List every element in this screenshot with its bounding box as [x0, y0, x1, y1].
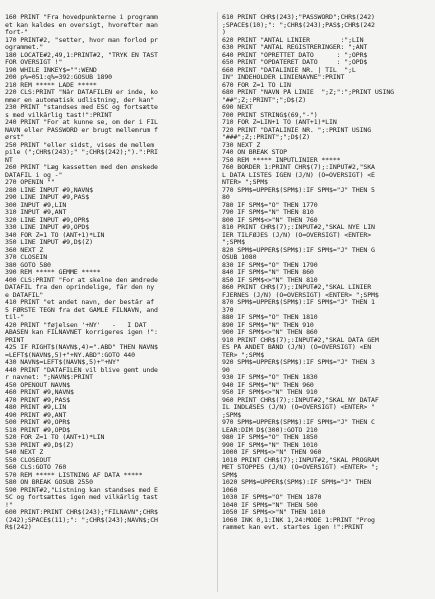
code-line: IN" INDEHOLDER LINIENAVNE":PRINT — [222, 74, 345, 81]
code-line: 530 PRINT #9,D$(Z) — [5, 441, 74, 449]
code-line: 920 SPM$=UPPER$(SPM$):IF SPM$="J" THEN 3 — [222, 359, 375, 366]
code-line: 500 PRINT #9,OPR$ — [5, 419, 70, 426]
code-line: 5 FØRSTE TEGN fra det GAMLE FILNAVN, and — [5, 306, 158, 314]
code-line: til-" — [5, 314, 25, 321]
code-line: 1050 IF SPM$<>"N" THEN 1010 — [222, 509, 326, 516]
code-line: 230 PRINT "standses med ESC og fortsætte — [5, 104, 158, 111]
code-line: 310 INPUT #9,ANT — [5, 209, 67, 216]
code-line: 340 FOR Z=1 TO (ANT+1)*LIN — [5, 231, 105, 239]
code-line: =LEFT$(NAVN$,5)+"+NY.ABD":GOTO 440 — [5, 351, 135, 359]
code-line: 830 IF SPM$="O" THEN 1790 — [222, 261, 318, 269]
code-line: ;SPM$ — [222, 411, 242, 419]
code-line: 260 PRINT "Læg kassetten med den ønskede — [5, 164, 158, 171]
code-line: 630 PRINT "ANTAL REGISTRERINGER: ";ANT — [222, 44, 368, 51]
column-divider — [217, 12, 218, 592]
code-line: 1060 INK 0,1:INK 1,24:MODE 1:PRINT "Prog — [222, 516, 375, 524]
code-line: 1000 IF SPM$<>"N" THEN 960 — [222, 449, 322, 456]
code-line: !" — [5, 501, 13, 509]
code-line: et kan kaldes en oversigt, hvorefter man — [5, 21, 158, 29]
code-line: 770 SPM$=UPPER$(SPM$):IF SPM$="J" THEN 5 — [222, 186, 375, 194]
code-line: 820 SPM$=UPPER$(SPM$):IF SPM$="J" THEN G — [222, 246, 375, 254]
listing-right-column — [222, 14, 432, 532]
code-line: 300 INPUT #9,LIN — [5, 201, 67, 209]
code-line: 720 PRINT "DATALINIE NR. ";:PRINT USING — [222, 126, 372, 134]
code-line: ) — [222, 29, 226, 36]
code-line: 800 IF SPM$<>"N" THEN 760 — [222, 216, 318, 224]
code-line: 510 PRINT #9,OPD$ — [5, 426, 70, 434]
code-line: e DATAFIL" — [5, 291, 44, 299]
code-line: 490 PRINT #9,ANT — [5, 411, 67, 419]
code-line: r navnet: ";NAVN$:PRINT — [5, 374, 93, 381]
code-line: DATAFIL i og -" — [5, 171, 63, 179]
code-line: 1040 IF SPM$="N" THEN 500 — [222, 501, 318, 509]
code-line: 480 PRINT #9,LIN — [5, 404, 67, 411]
code-line: ;SPACE$(10);": ";CHR$(243);PAS$;CHR$(242 — [222, 21, 375, 29]
code-line: 900 IF SPM$<>"N" THEN 860 — [222, 329, 318, 336]
code-line: SC og fortsættes igen med vilkårlig tast — [5, 494, 158, 501]
code-line: 860 PRINT CHR$(7);:INPUT#2,"SKAL LINIER — [222, 284, 372, 291]
code-line: 160 PRINT "Fra hovedpunkterne i programm — [5, 14, 158, 21]
code-line: rammet kan evt. startes igen !":PRINT — [222, 524, 364, 531]
code-line: 270 OPENIN "" — [5, 179, 55, 186]
code-line: 80 — [222, 194, 230, 201]
code-line: 740 ON BREAK STOP — [222, 149, 287, 156]
code-line: 370 CLOSEIN — [5, 254, 48, 261]
code-line: 710 FOR Z=LIN+1 TO (ANT+1)*LIN — [222, 119, 337, 126]
code-line: 590 PRINT#2,"Listning kan standses med E — [5, 486, 158, 494]
code-line: 460 PRINT #9,NAVN$ — [5, 389, 74, 396]
code-line: 980 IF SPM$="O" THEN 1850 — [222, 434, 318, 441]
code-line: pile (";CHR$(243);" ";CHR$(242);").":PRI — [5, 149, 158, 156]
code-line: SPM$ — [222, 471, 238, 479]
code-line: MET STOPPES (J/N) (O=OVERSIGT) <ENTER> "; — [222, 464, 379, 471]
code-line: 1060 — [222, 486, 238, 494]
code-line: 220 CLS:PRINT "Når DATAFILEN er inde, ko — [5, 89, 158, 96]
code-line: FOR OVERSIGT !" — [5, 59, 63, 66]
code-line: LEAR:DIM D$(300):GOTO 210 — [222, 426, 318, 434]
code-line: 600 PRINT:PRINT CHR$(243);"FILNAVN";CHR$ — [5, 509, 158, 516]
code-line: L DATA LISTES IGEN (J/N) (O=OVERSIGT) <E — [222, 171, 375, 179]
code-line: 1020 SPM$=UPPER$(SPM$):IF SPM$="J" THEN — [222, 479, 372, 486]
code-line: ørst" — [5, 134, 25, 141]
code-line: R$(242) — [5, 524, 32, 531]
code-line: 470 PRINT #9,PAS$ — [5, 396, 70, 404]
code-line: ogrammet." — [5, 44, 44, 51]
code-line: 400 CLS:PRINT "For at skelne den ændrede — [5, 276, 158, 284]
code-line: s med vilkårlig tast!":PRINT — [5, 111, 113, 119]
code-line: 610 PRINT CHR$(243);"PASSWORD";CHR$(242) — [222, 14, 375, 21]
code-line: (242);SPACE$(11);": ";CHR$(243);NAVN$;CH — [5, 516, 158, 524]
code-line: IL INDLÆSES (J/N) (O=OVERSIGT) <ENTER> " — [222, 404, 375, 411]
code-line: 640 PRINT "OPRETTET DATO : ";OPR$ — [222, 51, 368, 59]
code-line: 410 PRINT "et andet navn, der består af — [5, 299, 155, 306]
code-line: 540 NEXT Z — [5, 449, 44, 456]
code-line: 730 NEXT Z — [222, 141, 261, 149]
code-line: mmer en automatisk udlistning, der kan" — [5, 96, 155, 104]
code-line: NT — [5, 156, 13, 164]
code-line: 910 PRINT CHR$(7);:INPUT#2,"SKAL DATA GEM — [222, 336, 379, 344]
code-line: 660 PRINT "DATALINIE NR. | TIL ";L — [222, 66, 356, 74]
code-line: PRINT — [5, 336, 25, 344]
code-line: 880 IF SPM$="O" THEN 1810 — [222, 314, 318, 321]
code-line: 890 IF SPM$="N" THEN 910 — [222, 321, 314, 329]
code-line: fort-" — [5, 29, 28, 36]
code-line: 780 IF SPM$="O" THEN 1770 — [222, 201, 318, 209]
code-line: 360 NEXT Z — [5, 246, 44, 254]
code-line: 370 — [222, 306, 234, 314]
code-line: FJERNES (J/N) (O=OVERSIGT) <ENTER> ";SPM$ — [222, 291, 379, 299]
code-line: ES PÅ ANDET BÅND (J/N) (O=OVERSIGT) <EN — [222, 344, 372, 351]
code-line: DATAFIL fra den oprindelige, får den ny — [5, 284, 155, 291]
code-line: 930 IF SPM$="O" THEN 1830 — [222, 374, 318, 381]
code-line: 790 IF SPM$="N" THEN 810 — [222, 209, 314, 216]
code-line: 680 PRINT "NAVN PÅ LINIE ";Z;":";PRINT USING — [222, 89, 394, 96]
code-line: 420 PRINT "føjelsen '+NY' - I DAT — [5, 321, 147, 329]
code-line: 1010 PRINT CHR$(7);:INPUT#2,"SKAL PROGRAM — [222, 456, 379, 464]
code-line: 850 IF SPM$<>"N" THEN 810 — [222, 276, 318, 284]
code-line: 380 GOTO 580 — [5, 261, 51, 269]
code-line: NTER> ";SPM$ — [222, 179, 268, 186]
code-line: NAVN eller PASSWORD er brugt mellemrum f — [5, 126, 158, 134]
code-line: 1030 IF SPM$="O" THEN 1870 — [222, 494, 322, 501]
code-line: 870 SPM$=UPPER$(SPM$):IF SPM$="J" THEN 1 — [222, 299, 375, 306]
listing-left-column — [5, 14, 215, 532]
code-line: 840 IF SPM$="N" THEN 860 — [222, 269, 314, 276]
code-line: 950 IF SPM$<>"N" THEN 910 — [222, 389, 318, 396]
code-line: 440 PRINT "DATAFILEN vil blive gemt unde — [5, 366, 158, 374]
code-line: 390 REM ***** GEMME ***** — [5, 269, 101, 276]
code-line: 550 CLOSEOUT — [5, 456, 51, 464]
code-line: 430 NAVN$=LEFT$(NAVN$,5)+"+NY" — [5, 359, 120, 366]
code-line: 940 IF SPM$="N" THEN 960 — [222, 381, 314, 389]
code-line: 560 CLS:GOTO 760 — [5, 464, 67, 471]
code-line: 425 IF RIGHT$(NAVN$,4)=".ABD" THEN NAVN$ — [5, 344, 158, 351]
code-line: "###";Z;:PRINT";";D$(Z) — [222, 134, 310, 141]
code-line: 250 PRINT "eller sidst, vises de mellem — [5, 141, 155, 149]
code-line: 210 REM ***** LADE ***** — [5, 81, 97, 89]
code-line: TER> ";SPM$ — [222, 351, 265, 359]
code-line: 690 NEXT — [222, 104, 253, 111]
code-line: 970 SPM$=UPPER$(SPM$):IF SPM$="J" THEN C — [222, 419, 375, 426]
code-line: 650 PRINT "OPDATERET DATO : ";OPD$ — [222, 59, 368, 66]
code-line: 810 PRINT CHR$(7);:INPUT#2,"SKAL NYE LIN — [222, 224, 375, 231]
code-line: ABASEN kan FILNAVNET korrigeres igen !": — [5, 329, 158, 336]
code-line: OSUB 1080 — [222, 254, 257, 261]
code-line: 580 ON BREAK GOSUB 2550 — [5, 479, 93, 486]
code-line: 760 BORDER 1:PRINT CHR$(7);:INPUT#2,"SKA — [222, 164, 375, 171]
code-line: 960 PRINT CHR$(7);:INPUT#2,"SKAL NY DATAF — [222, 396, 379, 404]
code-line: 190 WHILE INKEY$="":WEND — [5, 66, 97, 74]
code-line: ";SPM$ — [222, 239, 245, 246]
code-line: 350 LINE INPUT #9,D$(Z) — [5, 239, 93, 246]
code-line: 520 FOR Z=1 TO (ANT+1)*LIN — [5, 434, 105, 441]
code-line: 200 p%=051:q%=392:GOSUB 1890 — [5, 74, 113, 81]
code-line: 990 IF SPM$="N" THEN 1010 — [222, 441, 318, 449]
code-line: 280 LINE INPUT #9,NAVN$ — [5, 186, 93, 194]
code-line: 330 LINE INPUT #9,OPD$ — [5, 224, 90, 231]
code-line: "##";Z;:PRINT";";D$(Z) — [222, 96, 307, 104]
code-line: 700 PRINT STRING$(69,"-") — [222, 111, 318, 119]
code-line: 180 LOCATE#2,49,1:PRINT#2, "TRYK EN TAST — [5, 51, 158, 59]
code-line: 750 REM ***** INPUTLINIER ***** — [222, 156, 341, 164]
code-line: 570 REM ***** LISTNING AF DATA ***** — [5, 471, 143, 479]
code-line: 620 PRINT "ANTAL LINIER :";LIN — [222, 36, 364, 44]
code-line: IER TILFØJES (J/N) (O=OVERSIGT) <ENTER> — [222, 231, 372, 239]
code-line: 240 PRINT "For at kunne se, om der i FIL — [5, 119, 158, 126]
code-line: 170 PRINT#2, "setter, hvor man forlod pr — [5, 36, 158, 44]
code-line: 290 LINE INPUT #9,PAS$ — [5, 194, 90, 201]
code-line: 670 FOR Z=1 TO LIN — [222, 81, 291, 89]
code-line: 450 OPENOUT NAVN$ — [5, 381, 70, 389]
code-line: 90 — [222, 366, 230, 374]
code-line: 320 LINE INPUT #9,OPR$ — [5, 216, 90, 224]
